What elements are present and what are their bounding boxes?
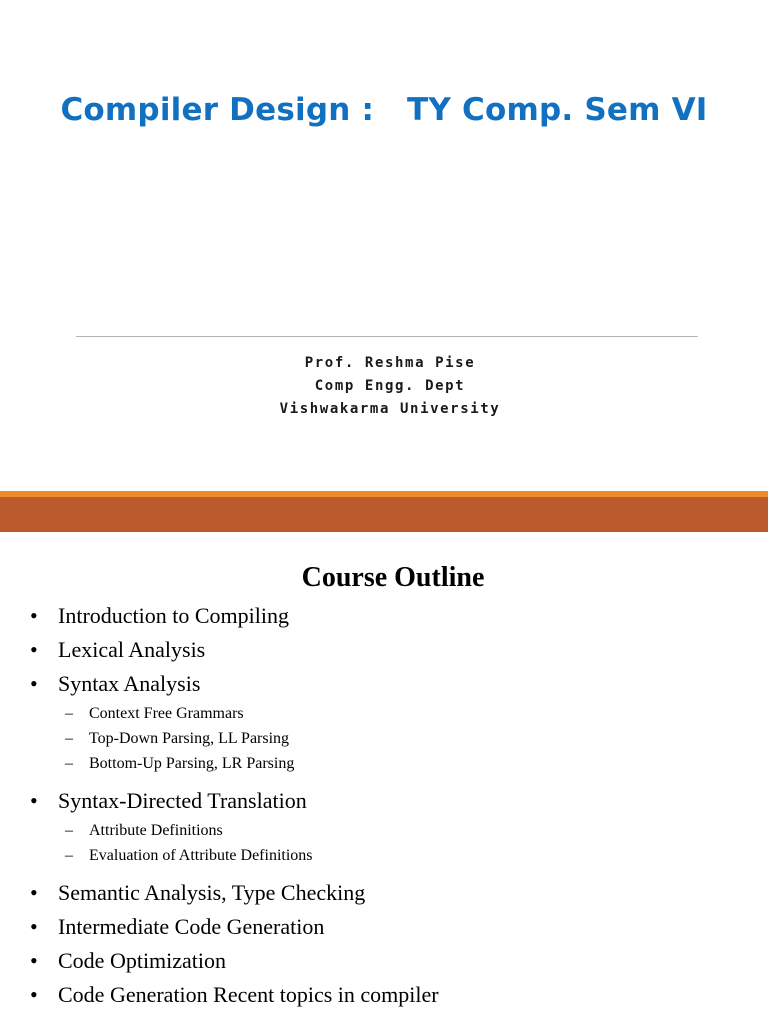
bullet-icon: •	[30, 880, 38, 905]
bullet-icon: •	[30, 982, 38, 1007]
outline-item	[0, 786, 768, 820]
dash-icon: –	[65, 705, 73, 722]
outline-subitem	[0, 728, 768, 753]
bullet-icon: •	[30, 603, 38, 628]
outline-item	[0, 601, 768, 635]
outline-item-label: Lexical Analysis	[58, 637, 206, 662]
outline-item	[0, 912, 768, 946]
bullet-icon: •	[30, 914, 38, 939]
outline-subitem	[0, 703, 768, 728]
author-name: Prof. Reshma Pise	[304, 355, 476, 371]
slide-separator-banner	[0, 497, 768, 532]
dash-icon: –	[65, 755, 73, 772]
outline-subitem	[0, 820, 768, 845]
outline-item-label: Introduction to Compiling	[58, 603, 289, 628]
list-spacer	[0, 870, 768, 878]
outline-subitem-label: Top-Down Parsing, LL Parsing	[89, 730, 290, 747]
course-outline-list	[0, 601, 768, 1014]
bullet-icon: •	[30, 671, 38, 696]
outline-item	[0, 980, 768, 1014]
dash-icon: –	[65, 730, 73, 747]
university-name: Vishwakarma University	[279, 401, 501, 417]
outline-subitem-label: Bottom-Up Parsing, LR Parsing	[89, 755, 295, 772]
bullet-icon: •	[30, 637, 38, 662]
department-name: Comp Engg. Dept	[314, 378, 466, 394]
bullet-icon: •	[30, 788, 38, 813]
outline-item-label: Semantic Analysis, Type Checking	[58, 880, 366, 905]
outline-subitem-label: Evaluation of Attribute Definitions	[89, 847, 313, 864]
title-slide	[0, 0, 768, 492]
outline-subitem	[0, 845, 768, 870]
outline-item	[0, 669, 768, 703]
outline-item-label: Code Generation Recent topics in compiler	[58, 982, 439, 1007]
outline-item	[0, 878, 768, 912]
outline-item-label: Code Optimization	[58, 948, 227, 973]
outline-item	[0, 946, 768, 980]
author-block	[0, 352, 768, 421]
dash-icon: –	[65, 847, 73, 864]
slide-title: Compiler Design : TY Comp. Sem VI	[60, 92, 708, 128]
outline-item	[0, 635, 768, 669]
divider-line	[76, 336, 698, 337]
outline-item-label: Intermediate Code Generation	[58, 914, 325, 939]
dash-icon: –	[65, 822, 73, 839]
outline-subitem	[0, 753, 768, 778]
outline-item-label: Syntax-Directed Translation	[58, 788, 307, 813]
course-outline-title: Course Outline	[301, 562, 485, 593]
outline-subitem-label: Attribute Definitions	[89, 822, 223, 839]
outline-subitem-label: Context Free Grammars	[89, 705, 244, 722]
list-spacer	[0, 778, 768, 786]
bullet-icon: •	[30, 948, 38, 973]
outline-item-label: Syntax Analysis	[58, 671, 201, 696]
